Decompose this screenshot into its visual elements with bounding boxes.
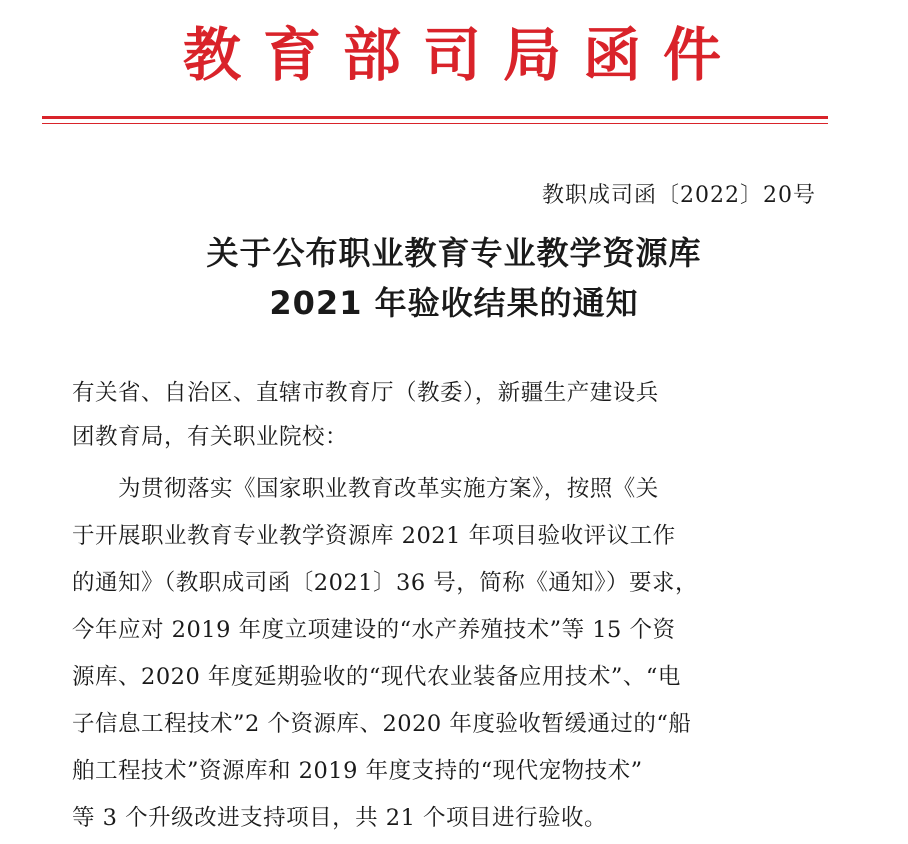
body-line: 于开展职业教育专业教学资源库 2021 年项目验收评议工作 [72, 523, 676, 549]
body-line: 舶工程技术”资源库和 2019 年度支持的“现代宠物技术” [72, 758, 643, 784]
body-line: 源库、2020 年度延期验收的“现代农业装备应用技术”、“电 [72, 664, 681, 690]
body-line: 子信息工程技术”2 个资源库、2020 年度验收暂缓通过的“船 [72, 711, 692, 737]
recipients-line-1: 有关省、自治区、直辖市教育厅（教委），新疆生产建设兵 [72, 380, 659, 406]
recipients-line-2: 团教育局，有关职业院校： [72, 424, 349, 450]
body-line: 的通知》（教职成司函〔2021〕36 号，简称《通知》）要求， [72, 570, 699, 596]
document-title-line-1: 关于公布职业教育专业教学资源库 [206, 234, 702, 272]
body-line: 为贯彻落实《国家职业教育改革实施方案》，按照《关 [118, 476, 659, 502]
document-number: 教职成司函〔2022〕20号 [542, 183, 816, 208]
document-title-line-2: 2021 年验收结果的通知 [269, 284, 639, 322]
body-line: 今年应对 2019 年度立项建设的“水产养殖技术”等 15 个资 [72, 617, 676, 643]
letterhead-title: 教育部司局函件 [182, 21, 743, 89]
letterhead-rule-thin [42, 123, 828, 124]
letterhead-rule-thick [42, 116, 828, 119]
body-line: 等 3 个升级改进支持项目，共 21 个项目进行验收。 [72, 805, 608, 831]
